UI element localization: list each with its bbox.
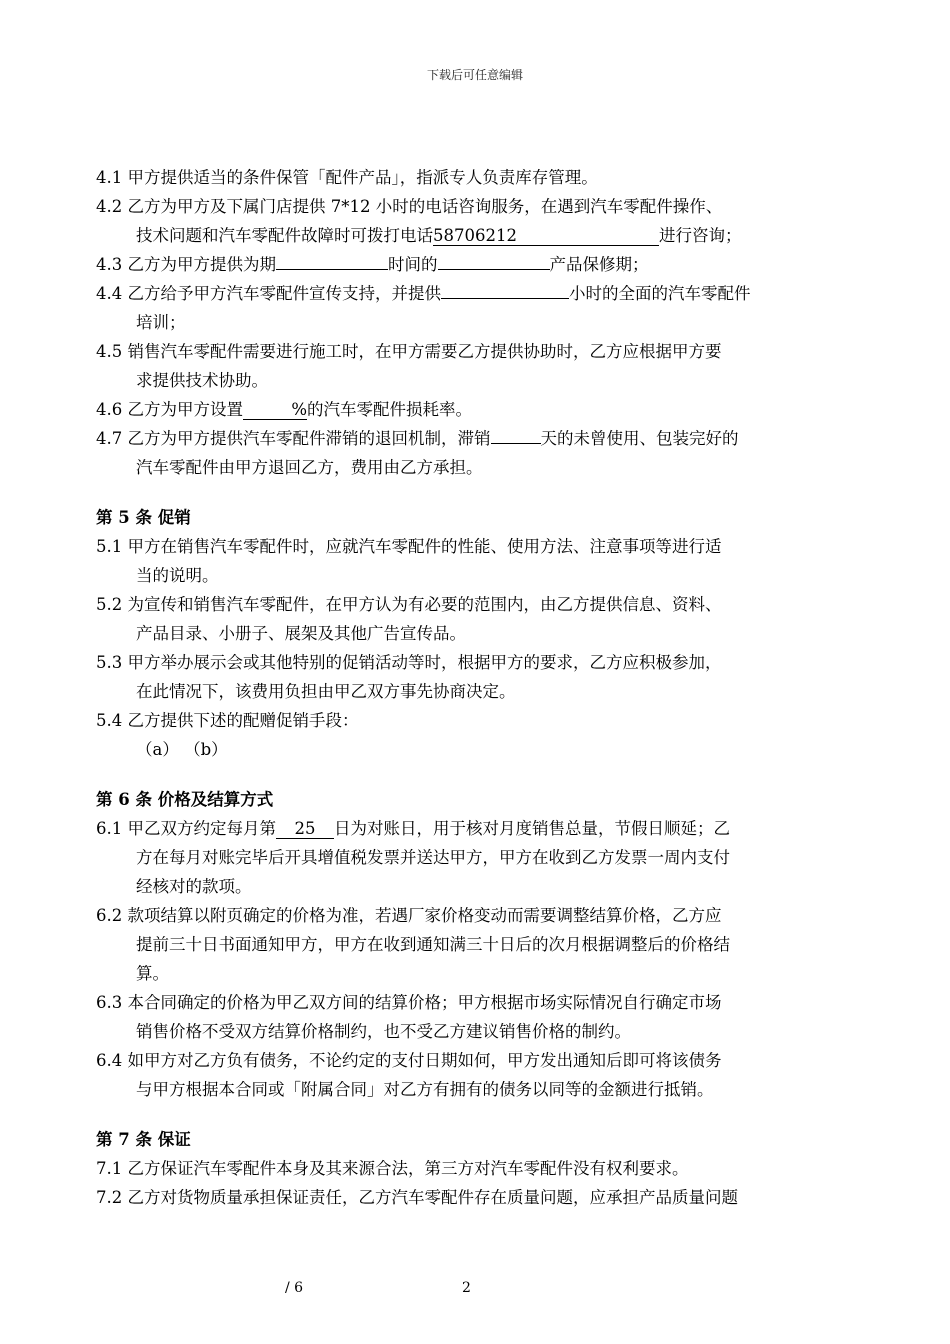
clause-5-3-line1: 5.3 甲方举办展示会或其他特别的促销活动等时，根据甲方的要求，乙方应积极参加， [96, 653, 722, 672]
clause-5-4-options: （a） （b） [136, 740, 228, 759]
clause-6-1-line3: 经核对的款项。 [136, 877, 252, 896]
clause-4-4-line2: 培训； [136, 313, 186, 332]
clause-6-2-line1: 6.2 款项结算以附页确定的价格为准，若遇厂家价格变动而需要调整结算价格，乙方应 [96, 906, 722, 925]
clause-4-5-line2: 求提供技术协助。 [136, 371, 268, 390]
clause-4-5-line1: 4.5 销售汽车零配件需要进行施工时，在甲方需要乙方提供协助时，乙方应根据甲方要 [96, 342, 722, 361]
clause-5-1-line1: 5.1 甲方在销售汽车零配件时，应就汽车零配件的性能、使用方法、注意事项等进行适 [96, 537, 722, 556]
section-heading-7: 第 7 条 保证 [96, 1130, 191, 1149]
page-header: 下载后可任意编辑 [426, 68, 523, 82]
clause-text: 日为对账日，用于核对月度销售总量，节假日顺延；乙 [334, 819, 730, 838]
clause-4-6 [96, 395, 841, 424]
warranty-term-blank [438, 250, 550, 270]
clause-7-2: 7.2 乙方对货物质量承担保证责任，乙方汽车零配件存在质量问题，应承担产品质量问题 [96, 1188, 738, 1207]
clause-text: 4.3 乙方为甲方提供为期 [96, 255, 276, 274]
training-hours-blank [441, 279, 569, 299]
clause-4-7-line2: 汽车零配件由甲方退回乙方，费用由乙方承担。 [136, 458, 483, 477]
clause-text: 进行咨询； [659, 226, 742, 245]
clause-text: 小时的全面的汽车零配件 [569, 284, 751, 303]
reconciliation-day-blank: 25 [276, 819, 334, 839]
clause-4-7 [96, 424, 841, 453]
clause-6-3-line1: 6.3 本合同确定的价格为甲乙双方间的结算价格；甲方根据市场实际情况自行确定市场 [96, 993, 722, 1012]
clause-6-2-line3: 算。 [136, 964, 169, 983]
section-heading-6: 第 6 条 价格及结算方式 [96, 790, 274, 809]
clause-text: 天的未曾使用、包装完好的 [540, 429, 739, 448]
clause-6-1-line2: 方在每月对账完毕后开具增值税发票并送达甲方，甲方在收到乙方发票一周内支付 [136, 848, 730, 867]
clause-4-2-line2 [96, 221, 841, 250]
clause-text: 产品保修期； [549, 255, 649, 274]
clause-text: 4.7 乙方为甲方提供汽车零配件滞销的退回机制，滞销 [96, 429, 491, 448]
phone-number-blank: 58706212 [433, 226, 659, 246]
unsold-days-blank [491, 424, 541, 444]
document-body [96, 163, 841, 1212]
clause-4-1: 4.1 甲方提供适当的条件保管「配件产品」，指派专人负责库存管理。 [96, 168, 598, 187]
clause-6-1 [96, 814, 841, 843]
loss-rate-blank: % [243, 400, 307, 420]
clause-7-1: 7.1 乙方保证汽车零配件本身及其来源合法，第三方对汽车零配件没有权利要求。 [96, 1159, 689, 1178]
clause-5-3-line2: 在此情况下，该费用负担由甲乙双方事先协商决定。 [136, 682, 516, 701]
page-number: 2 [462, 1280, 471, 1296]
clause-4-2-line1: 4.2 乙方为甲方及下属门店提供 7*12 小时的电话咨询服务，在遇到汽车零配件操作、 [96, 197, 723, 216]
warranty-period-blank [276, 250, 388, 270]
clause-4-3 [96, 250, 841, 279]
clause-text: 技术问题和汽车零配件故障时可拨打电话 [136, 226, 433, 245]
clause-6-3-line2: 销售价格不受双方结算价格制约，也不受乙方建议销售价格的制约。 [136, 1022, 631, 1041]
clause-5-2-line1: 5.2 为宣传和销售汽车零配件，在甲方认为有必要的范围内，由乙方提供信息、资料、 [96, 595, 722, 614]
page-total: / 6 [285, 1280, 304, 1296]
clause-text: 时间的 [388, 255, 438, 274]
clause-text: 4.4 乙方给予甲方汽车零配件宣传支持，并提供 [96, 284, 441, 303]
section-heading-5: 第 5 条 促销 [96, 508, 191, 527]
clause-4-4 [96, 279, 841, 308]
clause-6-4-line1: 6.4 如甲方对乙方负有债务，不论约定的支付日期如何，甲方发出通知后即可将该债务 [96, 1051, 722, 1070]
clause-text: 6.1 甲乙双方约定每月第 [96, 819, 276, 838]
clause-6-2-line2: 提前三十日书面通知甲方，甲方在收到通知满三十日后的次月根据调整后的价格结 [136, 935, 730, 954]
clause-text: 的汽车零配件损耗率。 [307, 400, 472, 419]
clause-5-4: 5.4 乙方提供下述的配赠促销手段： [96, 711, 359, 730]
clause-5-1-line2: 当的说明。 [136, 566, 219, 585]
clause-text: 4.6 乙方为甲方设置 [96, 400, 243, 419]
clause-5-2-line2: 产品目录、小册子、展架及其他广告宣传品。 [136, 624, 466, 643]
clause-6-4-line2: 与甲方根据本合同或「附属合同」对乙方有拥有的债务以同等的金额进行抵销。 [136, 1080, 714, 1099]
